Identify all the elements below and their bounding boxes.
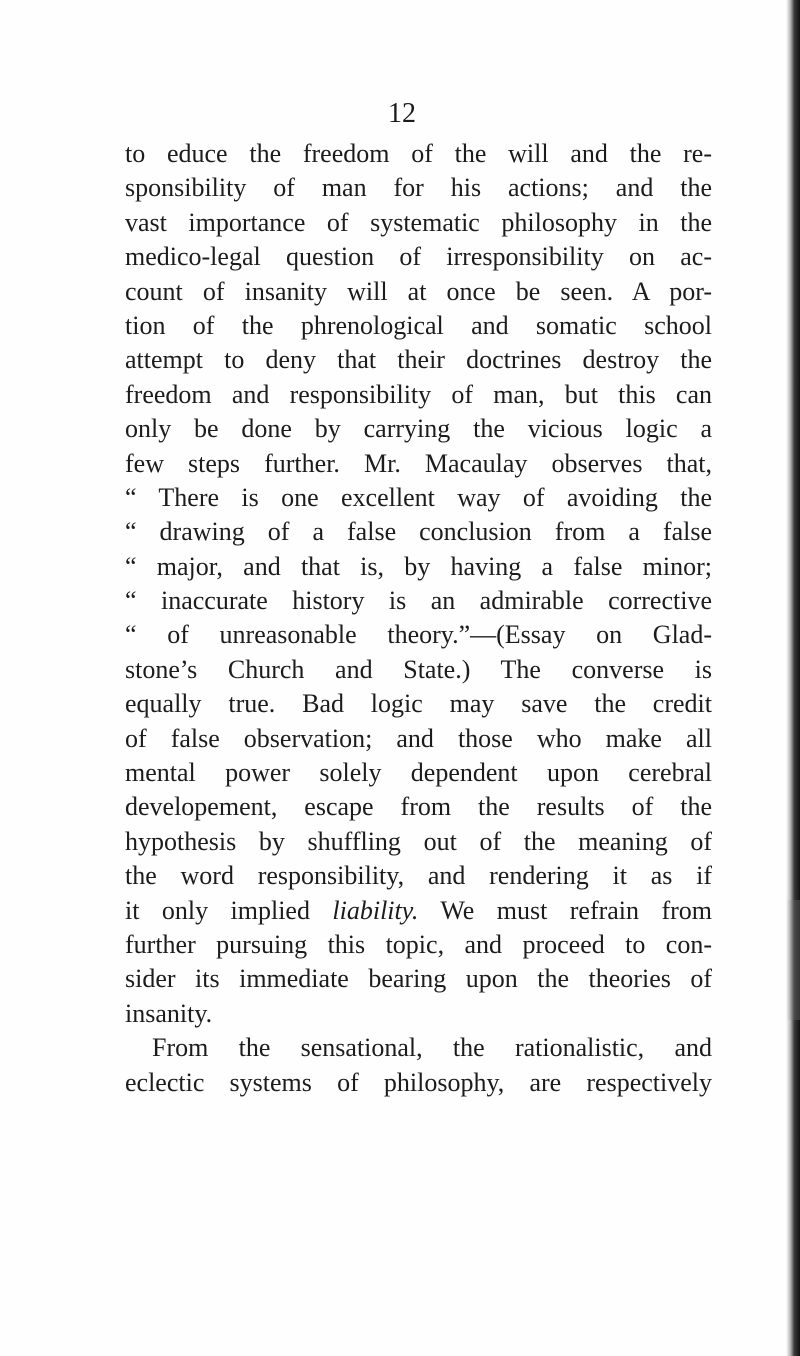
text-line-6: tion of the phrenological and somatic school — [125, 310, 712, 340]
text-line-10: few steps further. Mr. Macaulay observes that, — [125, 448, 712, 478]
text-line-21: hypothesis by shuffling out of the meaning of — [125, 826, 712, 856]
text-line-4: medico-legal question of irresponsibility on ac- — [125, 242, 712, 272]
text-line-20: developement, escape from the results of the — [125, 792, 712, 822]
paragraph-2-line-1: From the sensational, the rationalistic, and — [152, 1033, 712, 1063]
page-edge-highlight — [786, 900, 800, 1020]
quote-line-2: “ drawing of a false conclusion from a false — [125, 517, 712, 547]
quote-line-4: “ inaccurate history is an admirable corrective — [125, 586, 712, 616]
text-line-2: sponsibility of man for his actions; and the — [125, 173, 712, 203]
text-line-18: of false observation; and those who make all — [125, 723, 712, 753]
quote-line-3: “ major, and that is, by having a false minor; — [125, 551, 712, 581]
text-line-7: attempt to deny that their doctrines destroy the — [125, 345, 712, 375]
paragraph-end-line: insanity. — [125, 998, 213, 1028]
text-line-24: further pursuing this topic, and proceed to con- — [125, 929, 712, 959]
text-line-8: freedom and responsibility of man, but this can — [125, 379, 712, 409]
text-line-5: count of insanity will at once be seen. A por- — [125, 276, 712, 306]
text-line-16: stone’s Church and State.) The converse is — [125, 654, 712, 684]
quote-line-5: “ of unreasonable theory.”—(Essay on Glad- — [125, 620, 712, 650]
text-line-22: the word responsibility, and rendering it as if — [125, 861, 712, 891]
body-text — [125, 137, 712, 1100]
text-line-3: vast importance of systematic philosophy in the — [125, 207, 712, 237]
text-line-19: mental power solely dependent upon cerebral — [125, 758, 712, 788]
page-edge-shadow — [786, 0, 800, 1356]
italic-word-liability: liability. — [332, 895, 419, 925]
text-line-23-start: it only implied — [125, 895, 333, 925]
text-line-23 — [125, 894, 712, 928]
page-number: 12 — [388, 98, 416, 129]
quote-line-1: “ There is one excellent way of avoiding the — [125, 482, 712, 512]
paragraph-2-line-2: eclectic systems of philosophy, are respectively — [125, 1067, 712, 1097]
text-line-1: to educe the freedom of the will and the re- — [125, 139, 712, 168]
text-line-23-end: We must refrain from — [418, 895, 712, 925]
text-line-25: sider its immediate bearing upon the theories of — [125, 964, 712, 994]
text-line-9: only be done by carrying the vicious logic a — [125, 414, 712, 444]
text-line-17: equally true. Bad logic may save the credit — [125, 689, 712, 719]
